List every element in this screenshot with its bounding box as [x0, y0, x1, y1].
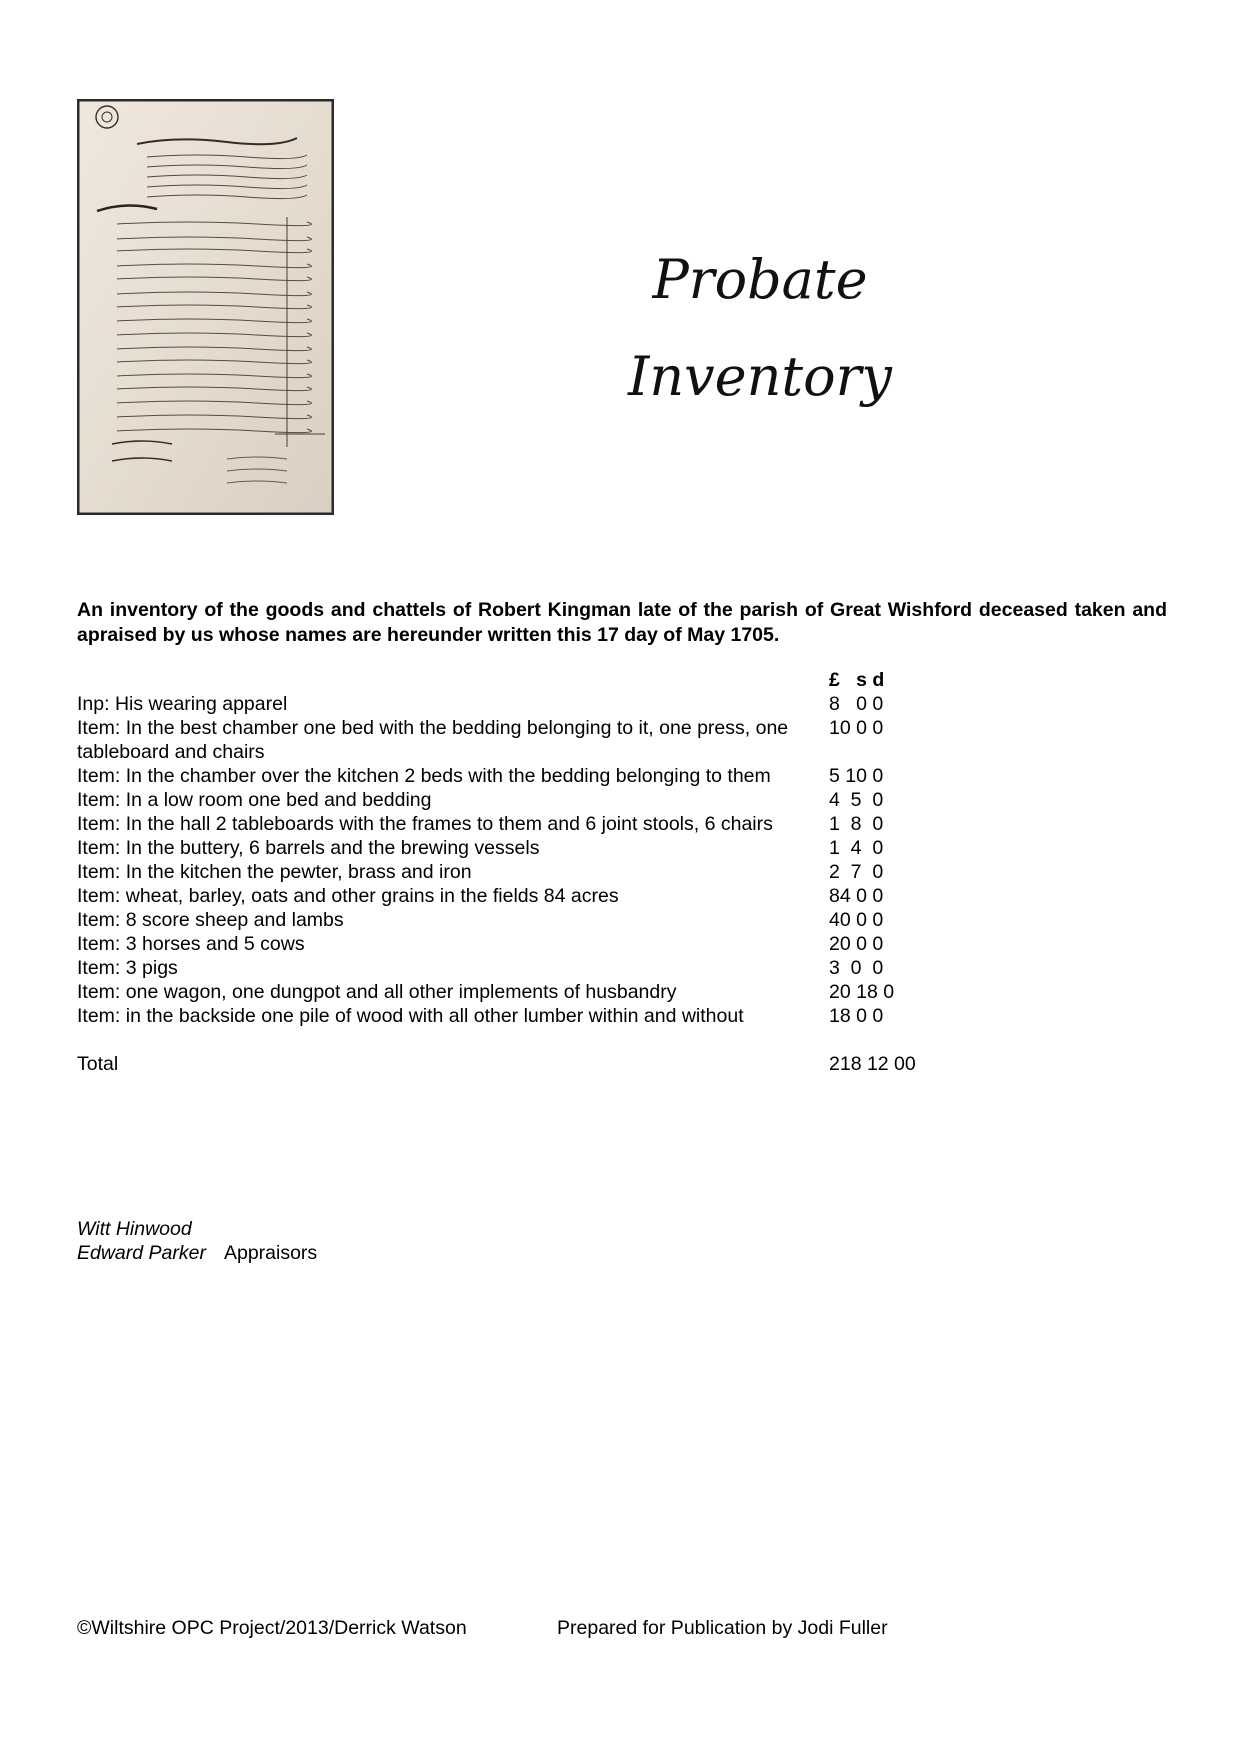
item-description: Item: In the kitchen the pewter, brass and iron	[77, 861, 472, 883]
title-line-2: Inventory	[628, 345, 892, 408]
total-label: Total	[77, 1053, 119, 1075]
item-description: Inp: His wearing apparel	[77, 693, 288, 715]
item-description: Item: In the chamber over the kitchen 2 beds with the bedding belonging to them	[77, 765, 771, 787]
footer-copyright: ©Wiltshire OPC Project/2013/Derrick Watson	[77, 1617, 467, 1639]
inventory-row	[77, 1004, 1077, 1028]
manuscript-image	[77, 99, 334, 515]
item-description: Item: In a low room one bed and bedding	[77, 789, 432, 811]
footer-prepared-by: Prepared for Publication by Jodi Fuller	[557, 1617, 888, 1639]
appraisers	[77, 1217, 317, 1265]
item-description: Item: in the backside one pile of wood with all other lumber within and without	[77, 1005, 744, 1027]
item-description: Item: In the buttery, 6 barrels and the brewing vessels	[77, 837, 540, 859]
inventory-row	[77, 956, 1077, 980]
item-amount: 10 0 0	[829, 717, 884, 739]
inventory-row	[77, 764, 1077, 788]
item-amount: 2 7 0	[829, 861, 884, 883]
inventory-table	[77, 668, 1077, 1076]
inventory-row	[77, 812, 1077, 836]
item-description: Item: one wagon, one dungpot and all other implements of husbandry	[77, 981, 677, 1003]
inventory-row	[77, 884, 1077, 908]
item-amount: 20 0 0	[829, 933, 884, 955]
item-description: Item: wheat, barley, oats and other grains in the fields 84 acres	[77, 885, 619, 907]
inventory-row	[77, 716, 1077, 764]
inventory-row	[77, 980, 1077, 1004]
item-description: Item: 3 horses and 5 cows	[77, 933, 305, 955]
inventory-row	[77, 836, 1077, 860]
inventory-header	[77, 668, 1077, 692]
total-amount: 218 12 00	[829, 1053, 916, 1075]
inventory-row	[77, 860, 1077, 884]
item-amount: 3 0 0	[829, 957, 884, 979]
item-amount: 20 18 0	[829, 981, 895, 1003]
intro-paragraph: An inventory of the goods and chattels of Robert Kingman late of the parish of Great Wishford deceased taken and apraised by us whose names are hereunder written this 17 day of May 1705.	[77, 599, 1167, 646]
item-amount: 84 0 0	[829, 885, 884, 907]
title-line-1: Probate	[652, 248, 868, 311]
item-amount: 1 8 0	[829, 813, 884, 835]
inventory-row	[77, 908, 1077, 932]
amount-header: £ s d	[829, 669, 885, 691]
total-row	[77, 1052, 1077, 1076]
item-description: Item: 8 score sheep and lambs	[77, 909, 344, 931]
inventory-row	[77, 788, 1077, 812]
item-description: Item: In the hall 2 tableboards with the frames to them and 6 joint stools, 6 chairs	[77, 813, 773, 835]
appraiser-name-1: Witt Hinwood	[77, 1218, 192, 1240]
item-description: Item: In the best chamber one bed with the bedding belonging to it, one press, one tableboard and chairs	[77, 717, 789, 763]
item-amount: 5 10 0	[829, 765, 884, 787]
inventory-row	[77, 932, 1077, 956]
item-description: Item: 3 pigs	[77, 957, 178, 979]
item-amount: 4 5 0	[829, 789, 884, 811]
item-amount: 18 0 0	[829, 1005, 884, 1027]
item-amount: 8 0 0	[829, 693, 884, 715]
inventory-row	[77, 692, 1077, 716]
item-amount: 40 0 0	[829, 909, 884, 931]
item-amount: 1 4 0	[829, 837, 884, 859]
appraiser-name-2: Edward Parker	[77, 1242, 206, 1264]
appraiser-role: Appraisors	[223, 1242, 318, 1264]
